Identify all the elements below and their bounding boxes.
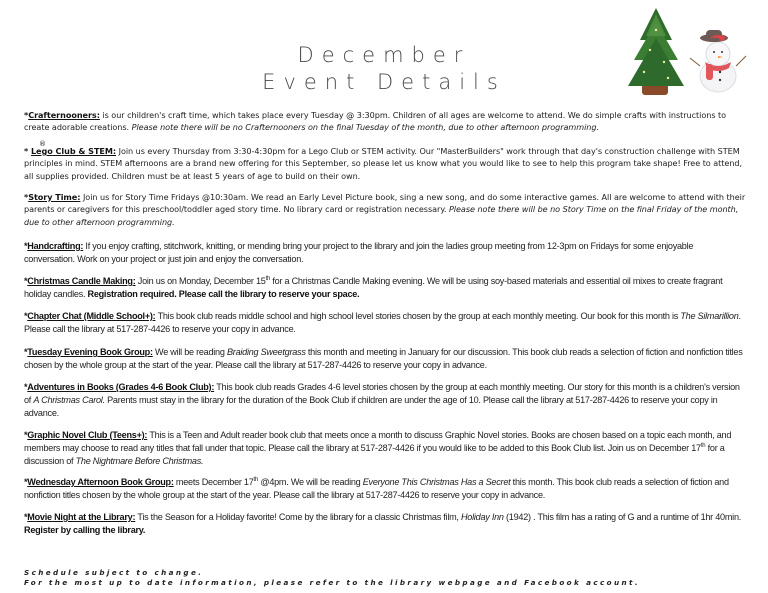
holiday-decoration-art <box>610 0 768 110</box>
event-chapter-chat: *Chapter Chat (Middle School+): This book club reads middle school and high school level stories chosen by the group at each monthly meeting. Our book for this month is The Silmarillion. Please call the library at 517-287-4426 to reserve your copy in advance. <box>24 311 741 334</box>
footer-note <box>24 568 764 588</box>
footer-info-note: For the most up to date information, please refer to the library webpage and Facebook account. <box>24 578 641 587</box>
event-wednesday-afternoon-book-group: *Wednesday Afternoon Book Group: meets December 17th @4pm. We will be reading Everyone This Christmas Has a Secret this month. This book club reads a selection of fiction and nonfiction titles chosen by the whole group at the start of the year. Please call the library at 517-287-4426 to reserve your copy in advance. <box>24 477 729 500</box>
event-heading: Movie Night at the Library: <box>27 512 136 522</box>
event-heading: Chapter Chat (Middle School+): <box>27 311 156 321</box>
event-heading: Christmas Candle Making: <box>27 276 136 286</box>
event-heading: Wednesday Afternoon Book Group: <box>27 477 174 487</box>
snowman-icon <box>690 30 746 92</box>
event-tuesday-evening-book-group: *Tuesday Evening Book Group: We will be reading Braiding Sweetgrass this month and meeting in January for our discussion. This book club reads a selection of fiction and nonfiction titles chosen by the whole group at the start of the year. Please call the library at 517-287-4426 to reserve your copy in advance. <box>24 347 743 370</box>
event-heading: Handcrafting: <box>27 241 84 251</box>
registered-mark: ® <box>38 140 46 148</box>
event-adventures-in-books: *Adventures in Books (Grades 4-6 Book Club): This book club reads Grades 4-6 level stories chosen by the group at each monthly meeting. Our story for this month is a children's version of A Christmas Carol. Parents must stay in the library for the duration of the Book Club if children are under the age of 10. Please call the library at 517-287-4426 to reserve your copy in advance. <box>24 382 740 418</box>
event-heading: Crafternooners: <box>28 110 100 120</box>
event-crafternooners: *Crafternooners: is our children's craft time, which takes place every Tuesday @ 3:30pm. Children of all ages are welcome to attend. We do simple crafts with instructions to create adorable creations. Please note there will be no Crafternooners on the final Tuesday of the month, due to other afternoon programming. <box>24 110 727 133</box>
title-line-month: December <box>297 43 471 67</box>
event-lego-club-stem: * Lego ® Club & STEM: Join us every Thursday from 3:30-4:30pm for a Lego Club or STEM activity. Our "MasterBuilders" work through that day's construction challenge with STEM principles in mind. STEM afternoons are a brand new offering for this September, so please let us know what you would like to see to help this program take shape! Free to attend, all supplies provided. Children must be at least 5 years of age to build on their own. <box>24 140 743 181</box>
event-heading: Graphic Novel Club (Teens+): <box>27 430 148 440</box>
footer-schedule-note: Schedule subject to change. <box>24 568 204 577</box>
event-story-time: *Story Time: Join us for Story Time Fridays @10:30am. We read an Early Level Picture book, sing a new song, and do some interactive games. All are welcome to attend with their parents or caregivers for this preschool/toddler aged story time. No library card or registration necessary. Please note there will be no Story Time on the final Friday of the month, due to other afternoon programming. <box>24 192 746 227</box>
event-heading: Adventures in Books (Grades 4-6 Book Club): <box>27 382 215 392</box>
title-line-event-details: Event Details <box>262 70 506 94</box>
event-movie-night: *Movie Night at the Library: Tis the Season for a Holiday favorite! Come by the library for a classic Christmas film, Holiday Inn (1942) . This film has a rating of G and a runtime of 1hr 40min. Register by calling the library. <box>24 512 742 535</box>
event-graphic-novel-club: *Graphic Novel Club (Teens+): This is a Teen and Adult reader book club that meets once a month to discuss Graphic Novel stories. Books are chosen based on a topic each month, and members may choose to read any titles that fall under that topic. Please call the library at 517-287-4426 if you would like to be added to this Book Club list. Join us on December 17th for a discussion of The Nightmare Before Christmas. <box>24 430 732 466</box>
event-handcrafting: *Handcrafting: If you enjoy crafting, stitchwork, knitting, or mending bring your project to the library and join the ladies group meeting from 12-3pm on Fridays for some enjoyable conversation. Work on your project or just join and enjoy the conversation. <box>24 241 694 264</box>
event-heading: Story Time: <box>28 192 81 202</box>
event-christmas-candle-making: *Christmas Candle Making: Join us on Monday, December 15th for a Christmas Candle Making evening. We will be using soy-based materials and essential oil mixes to create fragrant holiday candles. Registration required. Please call the library to reserve your space. <box>24 276 723 299</box>
christmas-tree-icon <box>628 8 684 95</box>
event-heading: Tuesday Evening Book Group: <box>27 347 153 357</box>
event-heading: Lego ® Club & STEM: <box>30 140 117 156</box>
